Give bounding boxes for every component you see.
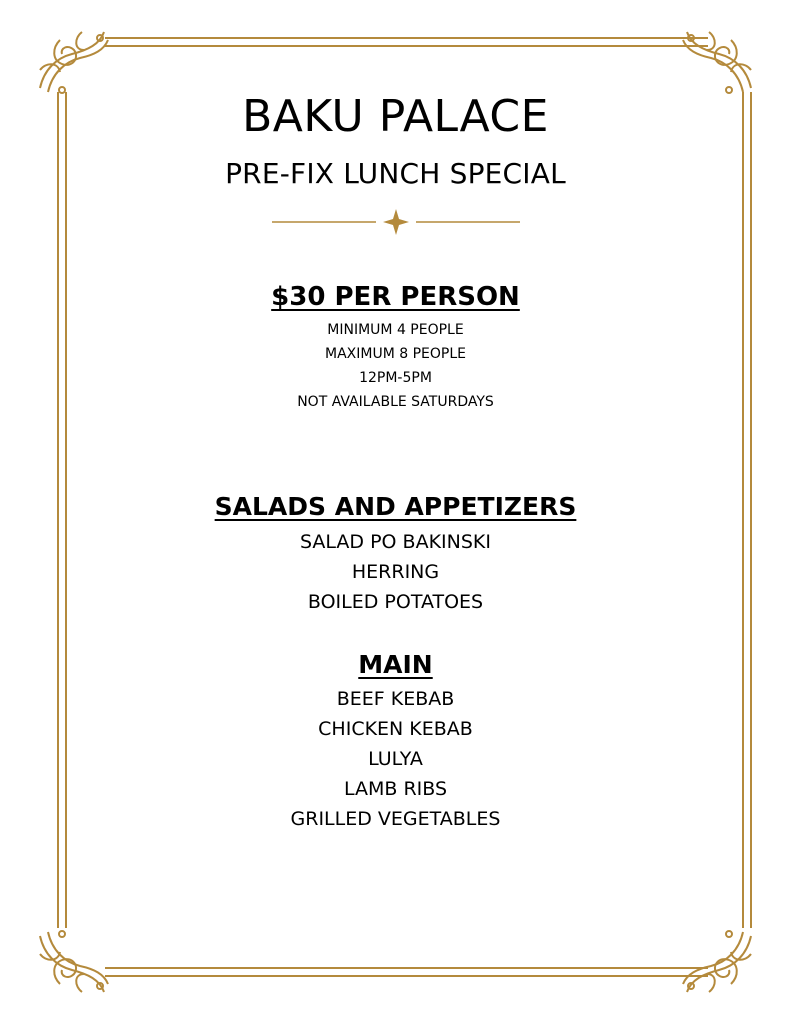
ornate-scroll-corner-icon [40,931,108,992]
menu-item: SALAD PO BAKINSKI [300,531,491,553]
pricing-details-list [0,318,791,414]
menu-item: GRILLED VEGETABLES [290,808,501,830]
price-heading: $30 PER PERSON [271,282,520,312]
header-divider [272,209,520,235]
salads-heading: SALADS AND APPETIZERS [214,492,577,521]
ornate-scroll-corner-icon [683,931,751,992]
menu-item: BEEF KEBAB [336,688,455,710]
pricing-detail: MINIMUM 4 PEOPLE [327,322,464,338]
pricing-detail: MAXIMUM 8 PEOPLE [325,346,466,362]
menu-item: HERRING [351,561,440,583]
ornate-scroll-corner-icon [683,32,751,93]
four-point-star-icon [383,209,409,235]
menu-item: LAMB RIBS [343,778,448,800]
main-heading: MAIN [358,650,433,679]
salads-list [0,527,791,617]
menu-item: LULYA [368,748,423,770]
pricing-detail: NOT AVAILABLE SATURDAYS [297,394,494,410]
pricing-detail: 12PM-5PM [359,370,432,386]
restaurant-title: BAKU PALACE [242,91,549,142]
main-list [0,684,791,834]
ornate-scroll-corner-icon [40,32,108,93]
menu-item: CHICKEN KEBAB [318,718,473,740]
menu-subtitle: PRE-FIX LUNCH SPECIAL [225,157,566,190]
menu-item: BOILED POTATOES [307,591,484,613]
